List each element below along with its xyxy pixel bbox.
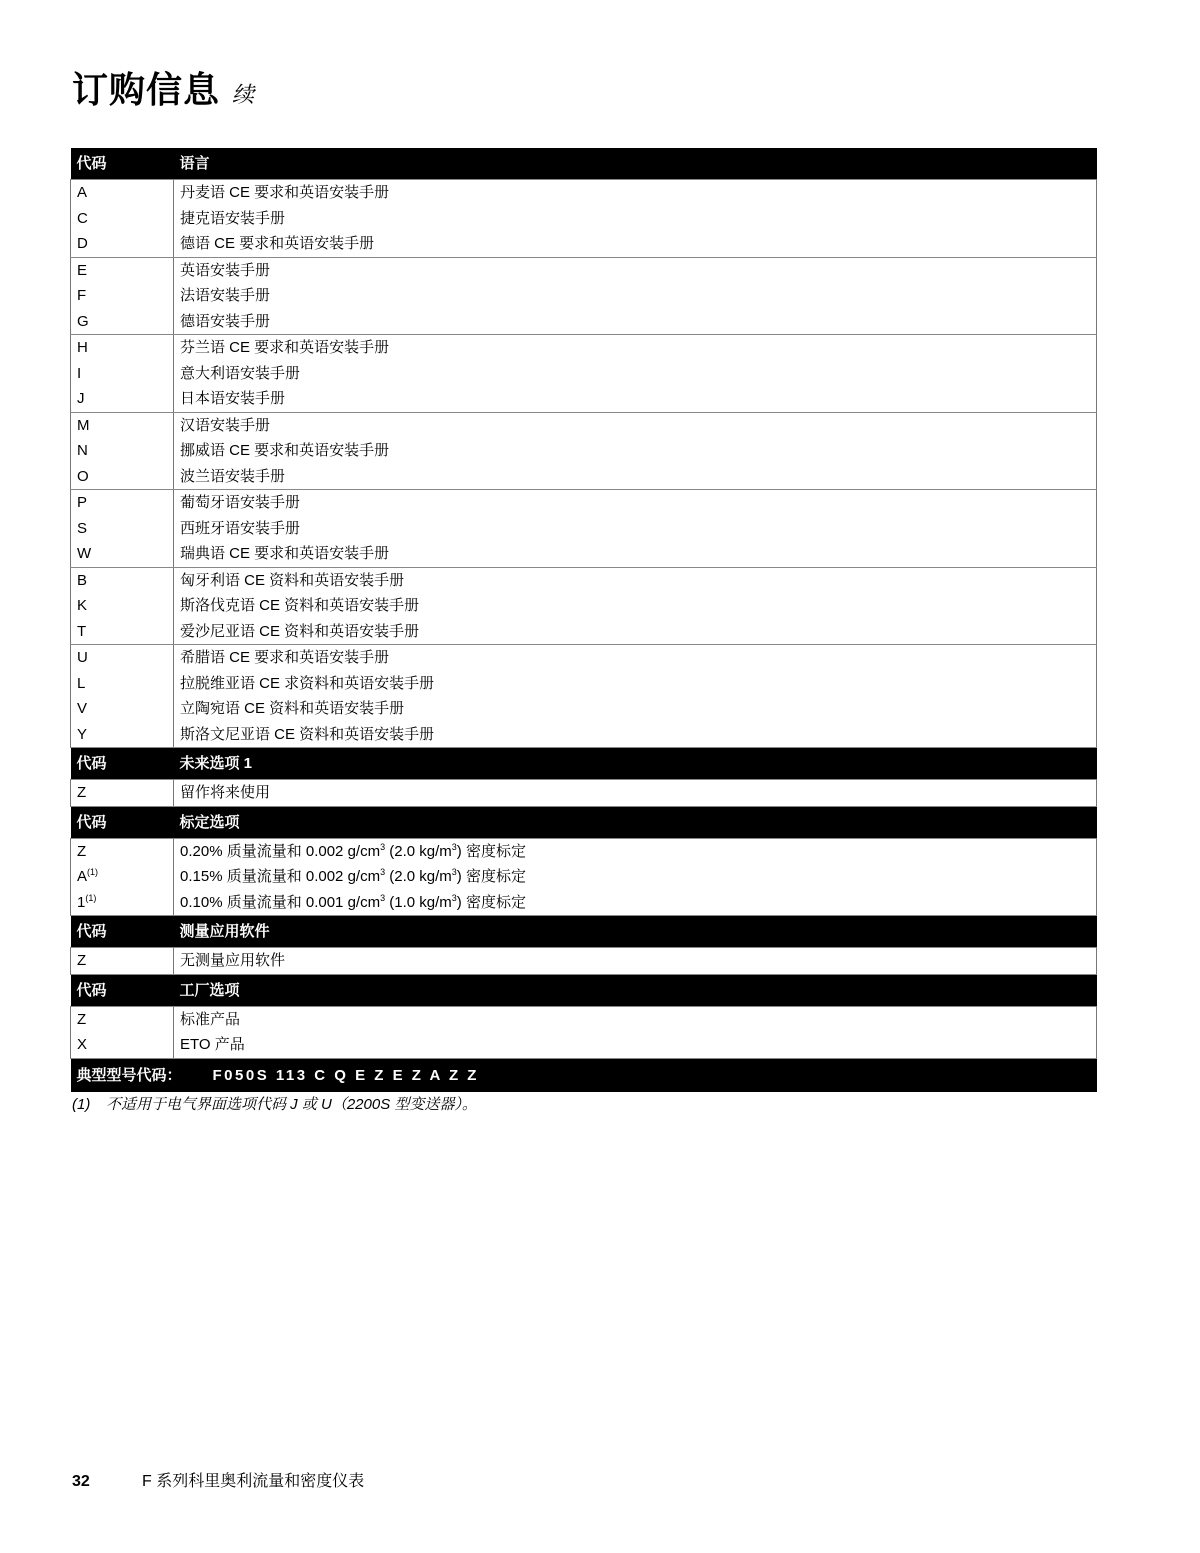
language-group <box>71 180 1097 258</box>
option-description: 标准产品 <box>174 1006 1097 1032</box>
footnote-ref: (1) <box>85 892 97 903</box>
typical-model-code-value: F050S 113 C Q E Z E Z A Z Z <box>212 1066 479 1084</box>
table-row <box>71 696 1097 722</box>
option-code: X <box>71 1032 174 1058</box>
table-row <box>71 361 1097 387</box>
software-header-row <box>71 916 1097 948</box>
option-code: C <box>71 206 174 232</box>
page-title-block <box>72 62 254 112</box>
option-description: 捷克语安装手册 <box>174 206 1097 232</box>
table-row <box>71 1006 1097 1032</box>
language-header-row <box>71 148 1097 180</box>
footer-document-title: F 系列科里奥利流量和密度仪表 <box>142 1473 365 1490</box>
section-title-factory: 工厂选项 <box>174 974 1097 1006</box>
footnote-marker: (1) <box>72 1096 91 1113</box>
option-description: 日本语安装手册 <box>174 386 1097 412</box>
section-title-software: 测量应用软件 <box>174 916 1097 948</box>
option-code: L <box>71 671 174 697</box>
option-description: 挪威语 CE 要求和英语安装手册 <box>174 438 1097 464</box>
option-code: Z <box>71 948 174 975</box>
option-code: S <box>71 516 174 542</box>
table-row <box>71 490 1097 516</box>
option-code: 1$^{(1)}$ <box>71 890 174 916</box>
option-code: T <box>71 619 174 645</box>
table-row <box>71 645 1097 671</box>
ordering-table <box>70 148 1097 1092</box>
option-description: 立陶宛语 CE 资料和英语安装手册 <box>174 696 1097 722</box>
option-description: 英语安装手册 <box>174 257 1097 283</box>
option-code: J <box>71 386 174 412</box>
option-description: 斯洛文尼亚语 CE 资料和英语安装手册 <box>174 722 1097 748</box>
table-row <box>71 206 1097 232</box>
language-group <box>71 645 1097 748</box>
option-code: Z <box>71 780 174 807</box>
section-title-future: 未来选项 1 <box>174 748 1097 780</box>
table-row <box>71 780 1097 807</box>
option-description: 法语安装手册 <box>174 283 1097 309</box>
table-row <box>71 619 1097 645</box>
language-group <box>71 412 1097 490</box>
option-code: G <box>71 309 174 335</box>
option-description: 芬兰语 CE 要求和英语安装手册 <box>174 335 1097 361</box>
table-row <box>71 1032 1097 1058</box>
table-row <box>71 231 1097 257</box>
option-code: H <box>71 335 174 361</box>
section-title-language: 语言 <box>174 148 1097 180</box>
language-group <box>71 257 1097 335</box>
option-code: Z <box>71 838 174 864</box>
table-row <box>71 386 1097 412</box>
footnote-text: 不适用于电气界面选项代码 J 或 U（2200S 型变送器）。 <box>106 1096 477 1113</box>
option-description: 希腊语 CE 要求和英语安装手册 <box>174 645 1097 671</box>
future-group <box>71 780 1097 807</box>
footnote-ref: (1) <box>87 867 99 878</box>
option-code: B <box>71 567 174 593</box>
option-code: F <box>71 283 174 309</box>
table-row <box>71 722 1097 748</box>
code-header: 代码 <box>71 916 174 948</box>
language-group <box>71 567 1097 645</box>
table-row <box>71 335 1097 361</box>
page-number: 32 <box>72 1473 90 1490</box>
table-row <box>71 838 1097 864</box>
option-description: 德语 CE 要求和英语安装手册 <box>174 231 1097 257</box>
option-description: ETO 产品 <box>174 1032 1097 1058</box>
table-row <box>71 948 1097 975</box>
table-row <box>71 309 1097 335</box>
future-header-row <box>71 748 1097 780</box>
table-row <box>71 671 1097 697</box>
option-description: 0.20% 质量流量和 0.002 $g/cm^3$ (2.0 $kg/m^3$) 密度标定 <box>174 838 1097 864</box>
calibration-group <box>71 838 1097 916</box>
option-description: 0.10% 质量流量和 0.001 $g/cm^3$ (1.0 $kg/m^3$) 密度标定 <box>174 890 1097 916</box>
option-description: 西班牙语安装手册 <box>174 516 1097 542</box>
footnote <box>72 1093 477 1114</box>
code-header: 代码 <box>71 148 174 180</box>
option-description: 葡萄牙语安装手册 <box>174 490 1097 516</box>
table-row <box>71 890 1097 916</box>
option-code: D <box>71 231 174 257</box>
option-code: W <box>71 541 174 567</box>
code-header: 代码 <box>71 974 174 1006</box>
code-header: 代码 <box>71 806 174 838</box>
table-row <box>71 257 1097 283</box>
table-row <box>71 516 1097 542</box>
section-title-calibration: 标定选项 <box>174 806 1097 838</box>
option-description: 波兰语安装手册 <box>174 464 1097 490</box>
table-row <box>71 593 1097 619</box>
option-description: 留作将来使用 <box>174 780 1097 807</box>
table-row <box>71 438 1097 464</box>
option-description: 拉脱维亚语 CE 求资料和英语安装手册 <box>174 671 1097 697</box>
table-row <box>71 464 1097 490</box>
code-header: 代码 <box>71 748 174 780</box>
option-code: V <box>71 696 174 722</box>
option-description: 瑞典语 CE 要求和英语安装手册 <box>174 541 1097 567</box>
option-code: P <box>71 490 174 516</box>
option-description: 意大利语安装手册 <box>174 361 1097 387</box>
option-description: 匈牙利语 CE 资料和英语安装手册 <box>174 567 1097 593</box>
option-description: 爱沙尼亚语 CE 资料和英语安装手册 <box>174 619 1097 645</box>
option-description: 斯洛伐克语 CE 资料和英语安装手册 <box>174 593 1097 619</box>
option-description: 汉语安装手册 <box>174 412 1097 438</box>
option-code: E <box>71 257 174 283</box>
page-title: 订购信息 <box>72 69 221 110</box>
table-row <box>71 412 1097 438</box>
option-code: Y <box>71 722 174 748</box>
title-continued-label: 续 <box>232 82 255 107</box>
option-description: 德语安装手册 <box>174 309 1097 335</box>
option-code: A <box>71 180 174 206</box>
table-row <box>71 864 1097 890</box>
option-code: K <box>71 593 174 619</box>
table-row <box>71 567 1097 593</box>
calibration-header-row <box>71 806 1097 838</box>
language-group <box>71 490 1097 568</box>
page-footer <box>72 1468 364 1491</box>
option-code: $A^{(1)}$ <box>71 864 174 890</box>
typical-model-code-row <box>71 1058 1097 1092</box>
factory-header-row <box>71 974 1097 1006</box>
option-code: M <box>71 412 174 438</box>
option-code: U <box>71 645 174 671</box>
typical-model-code-label: 典型型号代码： <box>76 1066 182 1084</box>
language-group <box>71 335 1097 413</box>
option-description: 无测量应用软件 <box>174 948 1097 975</box>
table-row <box>71 283 1097 309</box>
factory-group <box>71 1006 1097 1058</box>
option-code: Z <box>71 1006 174 1032</box>
option-code: N <box>71 438 174 464</box>
option-description: 丹麦语 CE 要求和英语安装手册 <box>174 180 1097 206</box>
table-row <box>71 541 1097 567</box>
option-description: 0.15% 质量流量和 0.002 $g/cm^3$ (2.0 $kg/m^3$) 密度标定 <box>174 864 1097 890</box>
software-group <box>71 948 1097 975</box>
option-code: O <box>71 464 174 490</box>
option-code: I <box>71 361 174 387</box>
table-row <box>71 180 1097 206</box>
